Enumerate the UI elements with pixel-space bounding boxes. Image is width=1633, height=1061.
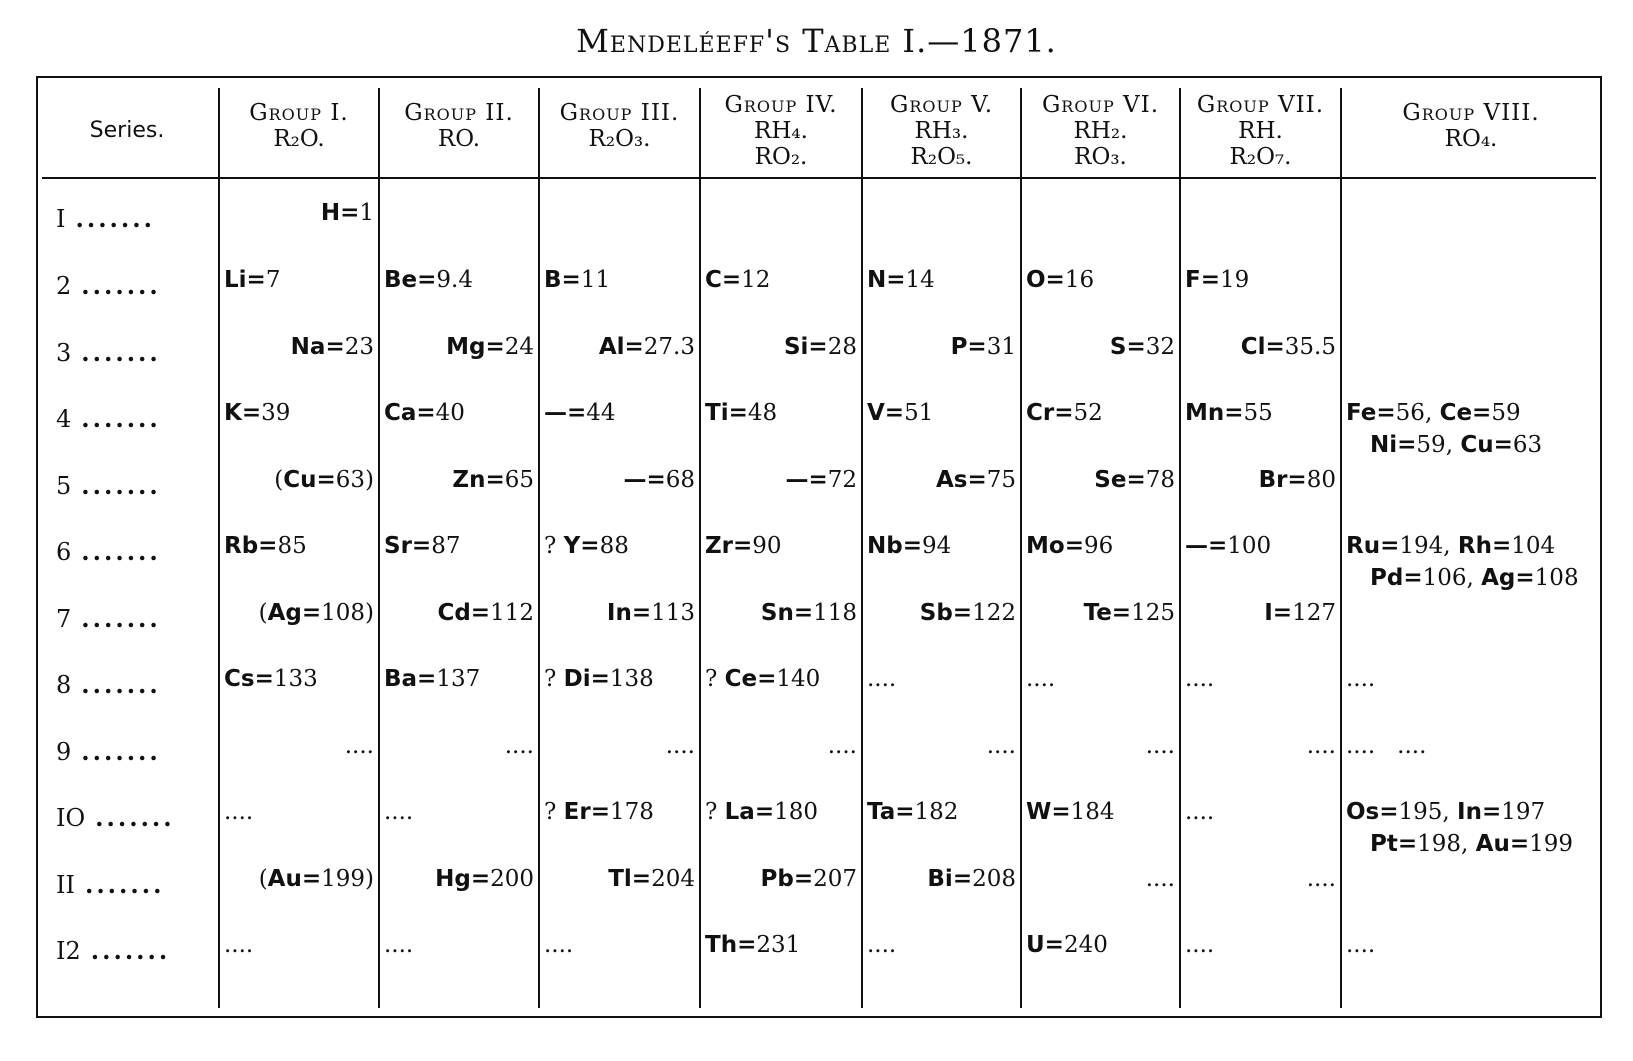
cell-series-12-group-6: U=240 (1026, 932, 1108, 958)
cell-series-4-group-8: Fe=56, Ce=59 (1346, 400, 1521, 426)
cell-series-4-group-8-line2: Ni=59, Cu=63 (1370, 432, 1543, 458)
cell-series-4-group-6: Cr=52 (1026, 400, 1103, 426)
cell-series-5-group-7: Br=80 (1258, 467, 1336, 493)
cell-series-10-group-5: Ta=182 (867, 799, 959, 825)
cell-series-1-group-1: H=1 (320, 200, 374, 226)
cell-series-3-group-3: Al=27.3 (598, 334, 695, 360)
cell-series-7-group-5: Sb=122 (919, 600, 1016, 626)
series-label: 8 ....... (56, 670, 161, 699)
group-header-2: Group II. RO. (404, 100, 514, 152)
series-label: II ....... (56, 870, 165, 899)
cell-series-7-group-7: I=127 (1264, 600, 1336, 626)
cell-series-9-group-8: .... .... (1346, 733, 1427, 759)
cell-series-9-group-1: .... (344, 733, 374, 759)
group-header-5: Group V. RH₃. R₂O₅. (890, 92, 993, 170)
cell-series-2-group-2: Be=9.4 (384, 267, 473, 293)
divider-g1 (378, 88, 380, 1008)
cell-series-6-group-4: Zr=90 (705, 533, 782, 559)
divider-g2 (538, 88, 540, 1008)
cell-series-10-group-6: W=184 (1026, 799, 1115, 825)
cell-series-4-group-1: K=39 (224, 400, 291, 426)
series-label: I ....... (56, 204, 155, 233)
cell-series-6-group-7: —=100 (1185, 533, 1272, 559)
cell-series-5-group-5: As=75 (935, 467, 1016, 493)
divider-g6 (1179, 88, 1181, 1008)
cell-series-9-group-6: .... (1145, 733, 1175, 759)
cell-series-9-group-4: .... (827, 733, 857, 759)
cell-series-2-group-6: O=16 (1026, 267, 1095, 293)
cell-series-9-group-7: .... (1306, 733, 1336, 759)
cell-series-7-group-6: Te=125 (1083, 600, 1175, 626)
series-label: I2 ....... (56, 936, 171, 965)
cell-series-3-group-2: Mg=24 (446, 334, 534, 360)
cell-series-3-group-5: P=31 (950, 334, 1016, 360)
left-rule (36, 76, 38, 1018)
group-header-7: Group VII. RH. R₂O₇. (1196, 92, 1325, 170)
cell-series-9-group-3: .... (665, 733, 695, 759)
series-label: 2 ....... (56, 271, 161, 300)
cell-series-4-group-4: Ti=48 (705, 400, 778, 426)
cell-series-12-group-5: .... (867, 932, 897, 958)
cell-series-3-group-4: Si=28 (783, 334, 857, 360)
cell-series-4-group-7: Mn=55 (1185, 400, 1273, 426)
series-label: 4 ....... (56, 404, 161, 433)
cell-series-5-group-6: Se=78 (1094, 467, 1175, 493)
header-rule (42, 177, 1596, 179)
cell-series-8-group-2: Ba=137 (384, 666, 481, 692)
cell-series-7-group-3: In=113 (606, 600, 695, 626)
cell-series-5-group-4: —=72 (785, 467, 857, 493)
cell-series-6-group-6: Mo=96 (1026, 533, 1114, 559)
cell-series-12-group-3: .... (544, 932, 574, 958)
cell-series-11-group-1: (Au=199) (258, 866, 374, 892)
series-label: 5 ....... (56, 471, 161, 500)
cell-series-12-group-2: .... (384, 932, 414, 958)
series-label: 6 ....... (56, 537, 161, 566)
cell-series-10-group-8: Os=195, In=197 (1346, 799, 1546, 825)
cell-series-11-group-7: .... (1306, 866, 1336, 892)
divider-g4 (861, 88, 863, 1008)
cell-series-8-group-4: ? Ce=140 (705, 666, 821, 692)
cell-series-6-group-8: Ru=194, Rh=104 (1346, 533, 1556, 559)
cell-series-7-group-1: (Ag=108) (258, 600, 374, 626)
cell-series-11-group-5: Bi=208 (927, 866, 1016, 892)
series-label: 3 ....... (56, 338, 161, 367)
divider-g7 (1340, 88, 1342, 1008)
right-rule (1600, 76, 1602, 1018)
group-header-3: Group III. R₂O₃. (559, 100, 680, 152)
bottom-rule (36, 1016, 1602, 1018)
series-label: 7 ....... (56, 604, 161, 633)
divider-g5 (1020, 88, 1022, 1008)
cell-series-10-group-2: .... (384, 799, 414, 825)
cell-series-9-group-2: .... (504, 733, 534, 759)
cell-series-11-group-2: Hg=200 (435, 866, 534, 892)
table-title: Mendeléeff's Table I.—1871. (576, 22, 1057, 60)
cell-series-5-group-1: (Cu=63) (274, 467, 374, 493)
cell-series-9-group-5: .... (986, 733, 1016, 759)
cell-series-5-group-3: —=68 (623, 467, 695, 493)
cell-series-12-group-7: .... (1185, 932, 1215, 958)
cell-series-6-group-8-line2: Pd=106, Ag=108 (1370, 565, 1579, 591)
cell-series-10-group-1: .... (224, 799, 254, 825)
series-label: 9 ....... (56, 737, 161, 766)
cell-series-4-group-2: Ca=40 (384, 400, 465, 426)
cell-series-10-group-8-line2: Pt=198, Au=199 (1370, 831, 1574, 857)
cell-series-8-group-3: ? Di=138 (544, 666, 654, 692)
series-label: IO ....... (56, 803, 175, 832)
cell-series-10-group-3: ? Er=178 (544, 799, 654, 825)
group-header-8: Group VIII. RO₄. (1402, 100, 1540, 152)
cell-series-3-group-6: S=32 (1109, 334, 1175, 360)
cell-series-7-group-4: Sn=118 (760, 600, 857, 626)
cell-series-6-group-5: Nb=94 (867, 533, 952, 559)
cell-series-12-group-8: .... (1346, 932, 1376, 958)
cell-series-4-group-5: V=51 (867, 400, 934, 426)
cell-series-6-group-1: Rb=85 (224, 533, 307, 559)
cell-series-8-group-8: .... (1346, 666, 1376, 692)
cell-series-2-group-5: N=14 (867, 267, 935, 293)
cell-series-7-group-2: Cd=112 (437, 600, 534, 626)
cell-series-6-group-3: ? Y=88 (544, 533, 629, 559)
cell-series-2-group-3: B=11 (544, 267, 611, 293)
cell-series-8-group-5: .... (867, 666, 897, 692)
cell-series-12-group-1: .... (224, 932, 254, 958)
divider-series (218, 88, 220, 1008)
cell-series-2-group-1: Li=7 (224, 267, 281, 293)
cell-series-11-group-6: .... (1145, 866, 1175, 892)
cell-series-2-group-7: F=19 (1185, 267, 1250, 293)
group-header-4: Group IV. RH₄. RO₂. (724, 92, 838, 170)
cell-series-11-group-4: Pb=207 (760, 866, 857, 892)
cell-series-8-group-7: .... (1185, 666, 1215, 692)
cell-series-12-group-4: Th=231 (705, 932, 801, 958)
cell-series-4-group-3: —=44 (544, 400, 616, 426)
top-rule (36, 76, 1602, 78)
cell-series-11-group-3: Tl=204 (608, 866, 695, 892)
divider-g3 (699, 88, 701, 1008)
cell-series-6-group-2: Sr=87 (384, 533, 461, 559)
series-header: Series. (89, 118, 165, 143)
cell-series-10-group-7: .... (1185, 799, 1215, 825)
cell-series-8-group-6: .... (1026, 666, 1056, 692)
cell-series-8-group-1: Cs=133 (224, 666, 318, 692)
cell-series-3-group-1: Na=23 (290, 334, 374, 360)
group-header-6: Group VI. RH₂. RO₃. (1041, 92, 1160, 170)
cell-series-2-group-4: C=12 (705, 267, 771, 293)
group-header-1: Group I. R₂O. (249, 100, 349, 152)
cell-series-10-group-4: ? La=180 (705, 799, 819, 825)
cell-series-5-group-2: Zn=65 (452, 467, 534, 493)
cell-series-3-group-7: Cl=35.5 (1240, 334, 1336, 360)
